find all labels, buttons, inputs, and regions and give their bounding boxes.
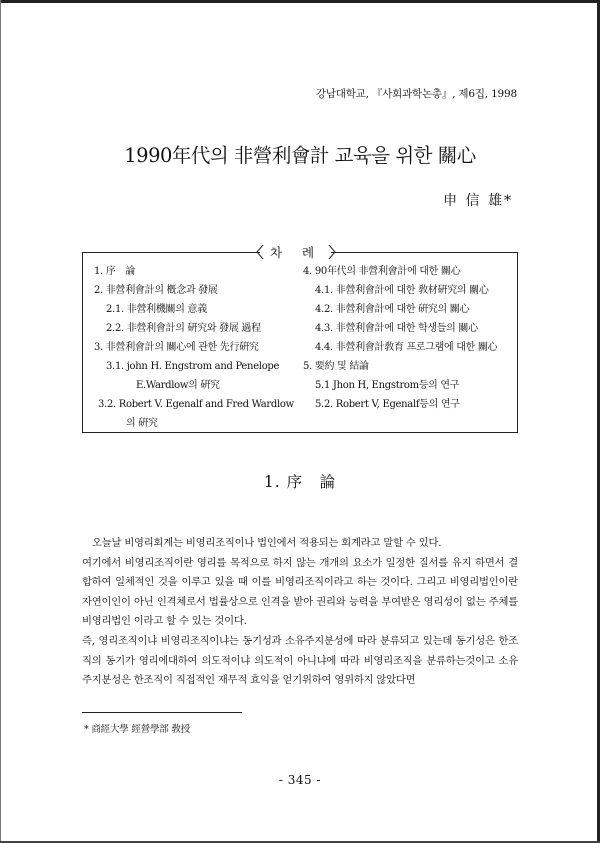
toc-item: 2.1. 非營利機關의 意義 xyxy=(106,304,207,315)
toc-item: 3.1. john H. Engstrom and Penelope xyxy=(106,361,280,372)
toc-title: 차 례 xyxy=(269,245,323,260)
toc-item: 4. 90年代의 非營利會計에 대한 關心 xyxy=(303,266,461,277)
body-paragraph: 여기에서 비영리조직이란 영리를 목적으로 하지 않는 개개의 요소가 일정한 질서를 유지 하면서 결합하여 일체적인 것을 이루고 있을 때 이를 비영리조직이라고 하는 것이다. 그리고 비영리법인이란 자연이인이 아닌 인격체로서 법률상으로 인격을 받아 권리와 능력을 부여받은 영리성이 없는 주체를 비영리법인 이라고 할 수 있는 것이다. xyxy=(82,556,518,628)
toc-item: 4.2. 非營利會計에 대한 硏究의 關心 xyxy=(315,304,470,315)
toc-item: 4.1. 非營利會計에 대한 敎材硏究의 關心 xyxy=(315,285,489,296)
toc-right-column xyxy=(303,262,513,414)
toc-item: 5. 要約 및 結論 xyxy=(303,361,369,372)
page-frame-top xyxy=(0,0,600,3)
body-paragraph: 즉, 영리조직이냐 비영리조직이냐는 동기성과 소유주지분성에 따라 분류되고 있는데 동기성은 한조직의 동기가 영리에대하여 의도적이냐 의도적이 아니냐에 따라 비영리조직을 분류하는것이고 소유주지분성은 한조직이 직접적인 재무적 효익을 얻기위하여 영위하지 않았다면 xyxy=(82,634,518,687)
toc-right-bracket-icon xyxy=(328,244,336,260)
toc-top-border-right xyxy=(331,252,517,253)
toc-item: 3. 非營利會計의 關心에 관한 先行硏究 xyxy=(94,342,259,353)
toc-title-group xyxy=(256,244,336,262)
footnote: * 商經大學 經營學部 敎授 xyxy=(84,724,191,735)
page-number: - 345 - xyxy=(278,773,322,787)
toc-item: 2. 非營利會計의 槪念과 發展 xyxy=(94,285,218,296)
toc-item: 5.2. Robert V, Egenalf등의 연구 xyxy=(315,399,460,410)
toc-item: 3.2. Robert V. Egenalf and Fred Wardlow xyxy=(98,399,294,410)
article-author: 申 信 雄* xyxy=(443,193,513,209)
article-title: 1990年代의 非營利會計 교육을 위한 關心 xyxy=(124,144,476,167)
toc-item: 4.4. 非營利會計敎育 프로그램에 대한 關心 xyxy=(315,342,498,353)
toc-item: 2.2. 非營利會計의 硏究와 發展 過程 xyxy=(106,323,261,334)
footnote-rule xyxy=(82,712,242,713)
toc-item: 5.1 Jhon H, Engstrom등의 연구 xyxy=(315,380,460,391)
toc-item: 1. 序 論 xyxy=(94,266,135,277)
section-heading: 1. 序 論 xyxy=(263,473,337,491)
toc-item: 의 硏究 xyxy=(126,418,158,429)
body-text xyxy=(82,534,518,691)
toc-item: 4.3. 非營利會計에 대한 학생들의 關心 xyxy=(315,323,478,334)
body-paragraph: 오늘날 비영리회계는 비영리조직이나 법인에서 적용되는 회계라고 말할 수 있다. xyxy=(92,537,442,549)
toc-top-border-left xyxy=(82,252,260,253)
page-frame-left xyxy=(0,0,1,843)
journal-citation: 강남대학교, 『사회과학논총』, 제6집, 1998 xyxy=(315,88,517,100)
toc-left-column xyxy=(94,262,304,433)
toc-item: E.Wardlow의 硏究 xyxy=(136,380,220,391)
